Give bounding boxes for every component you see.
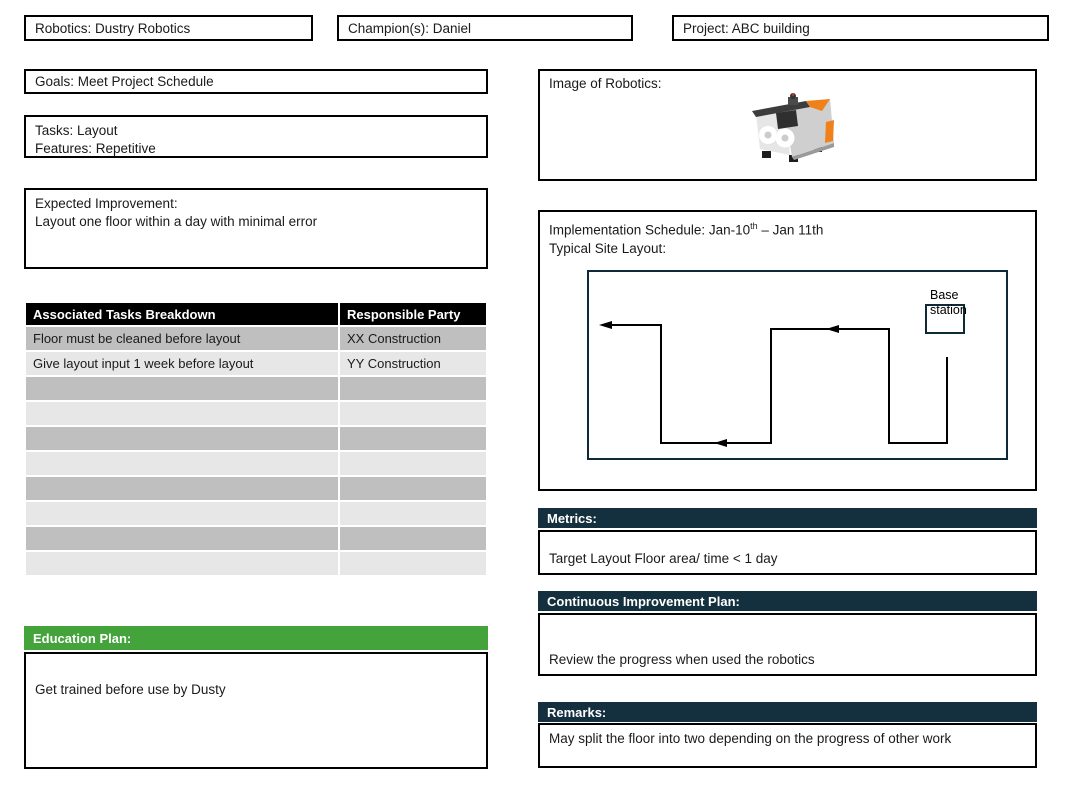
party-cell <box>340 477 486 500</box>
continuous-improvement-header-text: Continuous Improvement Plan: <box>547 593 740 609</box>
table-row <box>26 477 486 500</box>
task-cell <box>26 552 338 575</box>
remarks-box <box>538 723 1037 768</box>
party-cell <box>340 502 486 525</box>
table-row <box>26 352 486 375</box>
table-header-row <box>26 303 486 325</box>
path-arrow-icon <box>599 321 612 329</box>
task-cell: Give layout input 1 week before layout <box>26 352 338 375</box>
goals-box <box>24 69 488 94</box>
schedule-superscript: th <box>750 221 758 231</box>
party-cell <box>340 452 486 475</box>
path-arrow-icon <box>826 325 839 333</box>
task-cell <box>26 452 338 475</box>
continuous-improvement-text: Review the progress when used the robotics <box>549 652 815 667</box>
robot-image-box <box>538 69 1037 181</box>
expected-improvement-box <box>24 188 488 269</box>
task-cell <box>26 477 338 500</box>
education-plan-box <box>24 652 488 769</box>
expected-improvement-title: Expected Improvement: <box>35 196 178 211</box>
expected-improvement-text: Layout one floor within a day with minimal error <box>35 214 318 229</box>
table-row <box>26 427 486 450</box>
metrics-header-text: Metrics: <box>547 510 597 526</box>
robotics-name-text: Robotics: Dustry Robotics <box>35 20 191 36</box>
goals-text: Goals: Meet Project Schedule <box>35 74 214 89</box>
metrics-text: Target Layout Floor area/ time < 1 day <box>549 551 778 566</box>
column-header-tasks: Associated Tasks Breakdown <box>26 303 338 325</box>
table-row <box>26 327 486 350</box>
party-cell <box>340 427 486 450</box>
tasks-box <box>24 115 488 158</box>
party-cell <box>340 402 486 425</box>
party-cell <box>340 552 486 575</box>
path-arrow-icon <box>714 439 727 447</box>
remarks-text: May split the floor into two depending on the progress of other work <box>549 731 952 746</box>
task-cell <box>26 402 338 425</box>
education-plan-header-text: Education Plan: <box>33 630 132 646</box>
task-cell <box>26 427 338 450</box>
base-station-label: Base station <box>930 288 967 317</box>
continuous-improvement-box <box>538 613 1037 676</box>
metrics-box <box>538 530 1037 575</box>
schedule-text-end: – Jan 11th <box>757 222 824 238</box>
task-cell <box>26 377 338 400</box>
project-field <box>672 15 1049 41</box>
remarks-header-text: Remarks: <box>547 704 607 720</box>
education-plan-text: Get trained before use by Dusty <box>35 682 226 697</box>
project-text: Project: ABC building <box>683 20 810 36</box>
party-cell: XX Construction <box>340 327 486 350</box>
party-cell <box>340 377 486 400</box>
associated-tasks-table <box>24 301 488 577</box>
metrics-header <box>538 508 1037 528</box>
champions-text: Champion(s): Daniel <box>348 20 472 36</box>
table-row <box>26 527 486 550</box>
robot-image <box>742 89 842 165</box>
task-cell: Floor must be cleaned before layout <box>26 327 338 350</box>
champions-field <box>337 15 633 41</box>
table-row <box>26 502 486 525</box>
implementation-schedule-label <box>549 217 823 258</box>
site-layout-diagram <box>587 270 1008 460</box>
site-layout-label: Typical Site Layout: <box>549 240 667 256</box>
robotics-name-field <box>24 15 313 41</box>
table-row <box>26 552 486 575</box>
column-header-party: Responsible Party <box>340 303 486 325</box>
implementation-schedule-box <box>538 210 1037 491</box>
task-cell <box>26 527 338 550</box>
remarks-header <box>538 702 1037 722</box>
task-cell <box>26 502 338 525</box>
continuous-improvement-header <box>538 591 1037 611</box>
table-row <box>26 402 486 425</box>
party-cell <box>340 527 486 550</box>
table-row <box>26 452 486 475</box>
schedule-text: Implementation Schedule: Jan-10 <box>549 222 751 238</box>
tasks-line: Tasks: Layout <box>35 123 118 138</box>
robot-image-label: Image of Robotics: <box>549 76 662 91</box>
party-cell: YY Construction <box>340 352 486 375</box>
table-row <box>26 377 486 400</box>
features-line: Features: Repetitive <box>35 141 156 156</box>
education-plan-header <box>24 626 488 650</box>
